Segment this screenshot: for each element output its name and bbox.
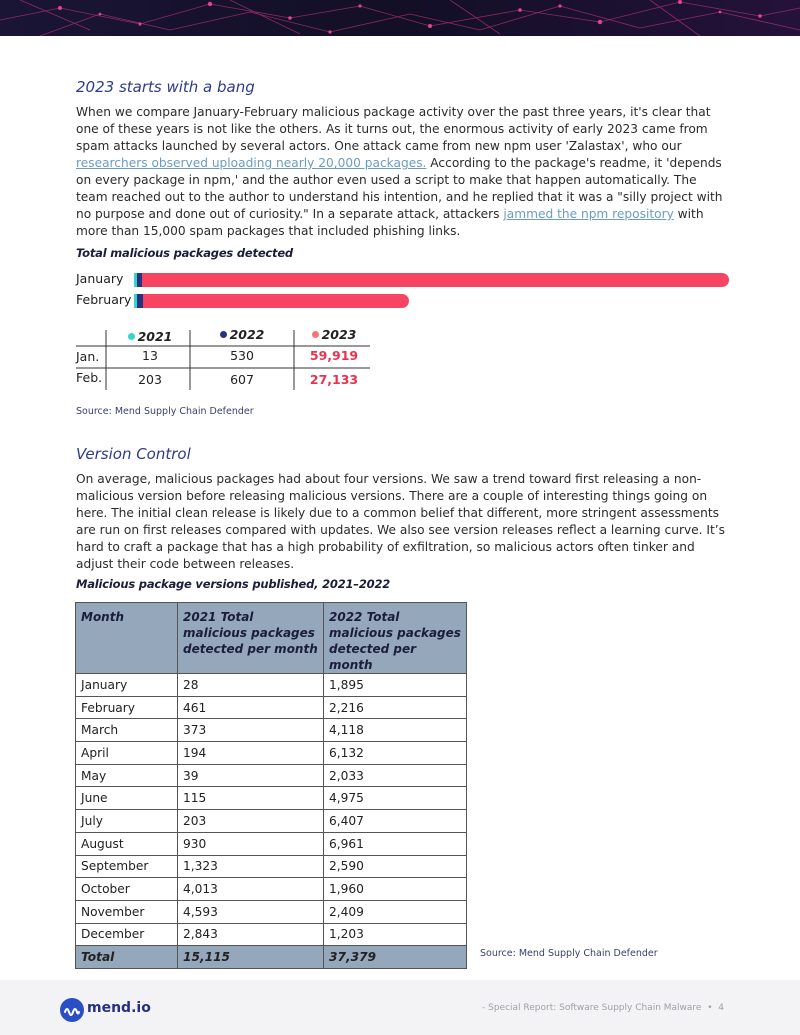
mend-logo-icon [60,998,84,1022]
paragraph-text: When we compare January-February malicious package activity over the past three years, it's clear that one of these years is not like the others. As it turns out, the enormous activity of early 2023 came from spam attacks launched by several actors. One attack came from new npm user 'Zalastax', who our [76,105,711,153]
value-cell: 4,118 [324,719,467,742]
value-cell: 39 [178,764,324,787]
legend-2021: 2021 [110,329,190,344]
value-cell: 6,132 [324,742,467,765]
chart-title: Total malicious packages detected [76,246,293,260]
chart-summary-table [76,326,376,392]
table-row [76,900,467,923]
value-cell: 1,323 [178,855,324,878]
value-jan-2023: 59,919 [309,348,359,363]
value-cell: 2,590 [324,855,467,878]
total-row [76,946,467,969]
value-cell: 461 [178,696,324,719]
bar-february [134,294,409,308]
value-cell: 28 [178,674,324,697]
legend-2022: 2022 [194,327,290,342]
value-cell: 4,593 [178,900,324,923]
table-title: Malicious package versions published, 2021–2022 [76,577,391,591]
month-cell: September [76,855,178,878]
header-2021: 2021 Total malicious packages detected per month [178,603,324,674]
month-cell: February [76,696,178,719]
npm-repository-link[interactable]: jammed the npm repository [503,207,674,221]
value-cell: 2,843 [178,923,324,946]
bar-segment-2023-january [142,273,729,287]
total-label: Total [76,946,178,969]
value-cell: 1,203 [324,923,467,946]
month-cell: November [76,900,178,923]
value-cell: 2,216 [324,696,467,719]
table-header-row [76,603,467,674]
footer-report-info [482,1003,724,1013]
value-cell: 115 [178,787,324,810]
logo-text: mend.io [87,1000,151,1016]
value-cell: 930 [178,832,324,855]
table-row [76,810,467,833]
value-jan-2022: 530 [230,348,254,363]
value-cell: 6,407 [324,810,467,833]
month-cell: August [76,832,178,855]
total-value: 15,115 [178,946,324,969]
value-feb-2021: 203 [138,372,162,387]
value-cell: 1,895 [324,674,467,697]
value-feb-2022: 607 [230,372,254,387]
paragraph-text: with more than 15,000 spam packages that included phishing links. [76,207,704,238]
table-row [76,764,467,787]
table-row [76,878,467,901]
table-row [76,855,467,878]
table-row [76,832,467,855]
row-label-feb: Feb. [76,370,103,385]
legend-dot-icon [220,331,227,338]
header-2022: 2022 Total malicious packages detected per month [324,603,467,674]
table-row [76,742,467,765]
researchers-link[interactable]: researchers observed uploading nearly 20,000 packages. [76,156,427,170]
bar-segment-2023-february [143,294,409,308]
month-cell: June [76,787,178,810]
network-graphic [0,0,800,36]
value-cell: 4,975 [324,787,467,810]
month-cell: April [76,742,178,765]
footer-separator: • [707,1003,713,1013]
month-cell: October [76,878,178,901]
value-cell: 194 [178,742,324,765]
month-cell: December [76,923,178,946]
value-jan-2021: 13 [142,348,158,363]
bar-january [134,273,729,287]
section-title-version-control: Version Control [76,445,191,463]
value-cell: 203 [178,810,324,833]
report-title: - Special Report: Software Supply Chain Malware [482,1003,702,1013]
bar-label-january: January [76,271,124,286]
section-title-2023: 2023 starts with a bang [76,78,255,96]
value-cell: 6,961 [324,832,467,855]
table-row [76,923,467,946]
table-row [76,696,467,719]
month-cell: January [76,674,178,697]
month-cell: March [76,719,178,742]
table-row [76,719,467,742]
versions-table [75,602,467,969]
table-body [76,674,467,969]
paragraph-text: According to the package's readme, it 'depends on every package in npm,' and the author even used a script to make that happen automatically. The team reached out to the author to understand his intention, and he replied that it was a "silly project with no purpose and done out of curiosity." In a separate attack, attackers [76,156,723,221]
value-cell: 4,013 [178,878,324,901]
legend-dot-icon [312,331,319,338]
chart-source: Source: Mend Supply Chain Defender [76,406,254,417]
table-row [76,674,467,697]
header-banner [0,0,800,36]
value-cell: 2,409 [324,900,467,923]
value-cell: 373 [178,719,324,742]
total-value: 37,379 [324,946,467,969]
version-paragraph: On average, malicious packages had about four versions. We saw a trend toward first releasing a non-malicious version before releasing malicious versions. There are a couple of interesting things going on here. The initial clean release is likely due to a common belief that different, more stringent assessments are run on first releases compared with updates. We also see version releases reflect a learning curve. It’s hard to craft a package that has a high probability of exfiltration, so malicious actors often tinker and adjust their code between releases. [76,472,726,571]
value-feb-2023: 27,133 [309,372,359,387]
month-cell: July [76,810,178,833]
legend-2023: 2023 [298,327,370,342]
legend-dot-icon [128,333,135,340]
month-cell: May [76,764,178,787]
value-cell: 2,033 [324,764,467,787]
page-number: 4 [718,1003,724,1013]
header-month: Month [76,603,178,674]
value-cell: 1,960 [324,878,467,901]
bar-label-february: February [76,292,132,307]
row-label-jan: Jan. [76,349,100,364]
table-row [76,787,467,810]
table-source: Source: Mend Supply Chain Defender [480,948,658,959]
intro-paragraph [76,104,730,240]
